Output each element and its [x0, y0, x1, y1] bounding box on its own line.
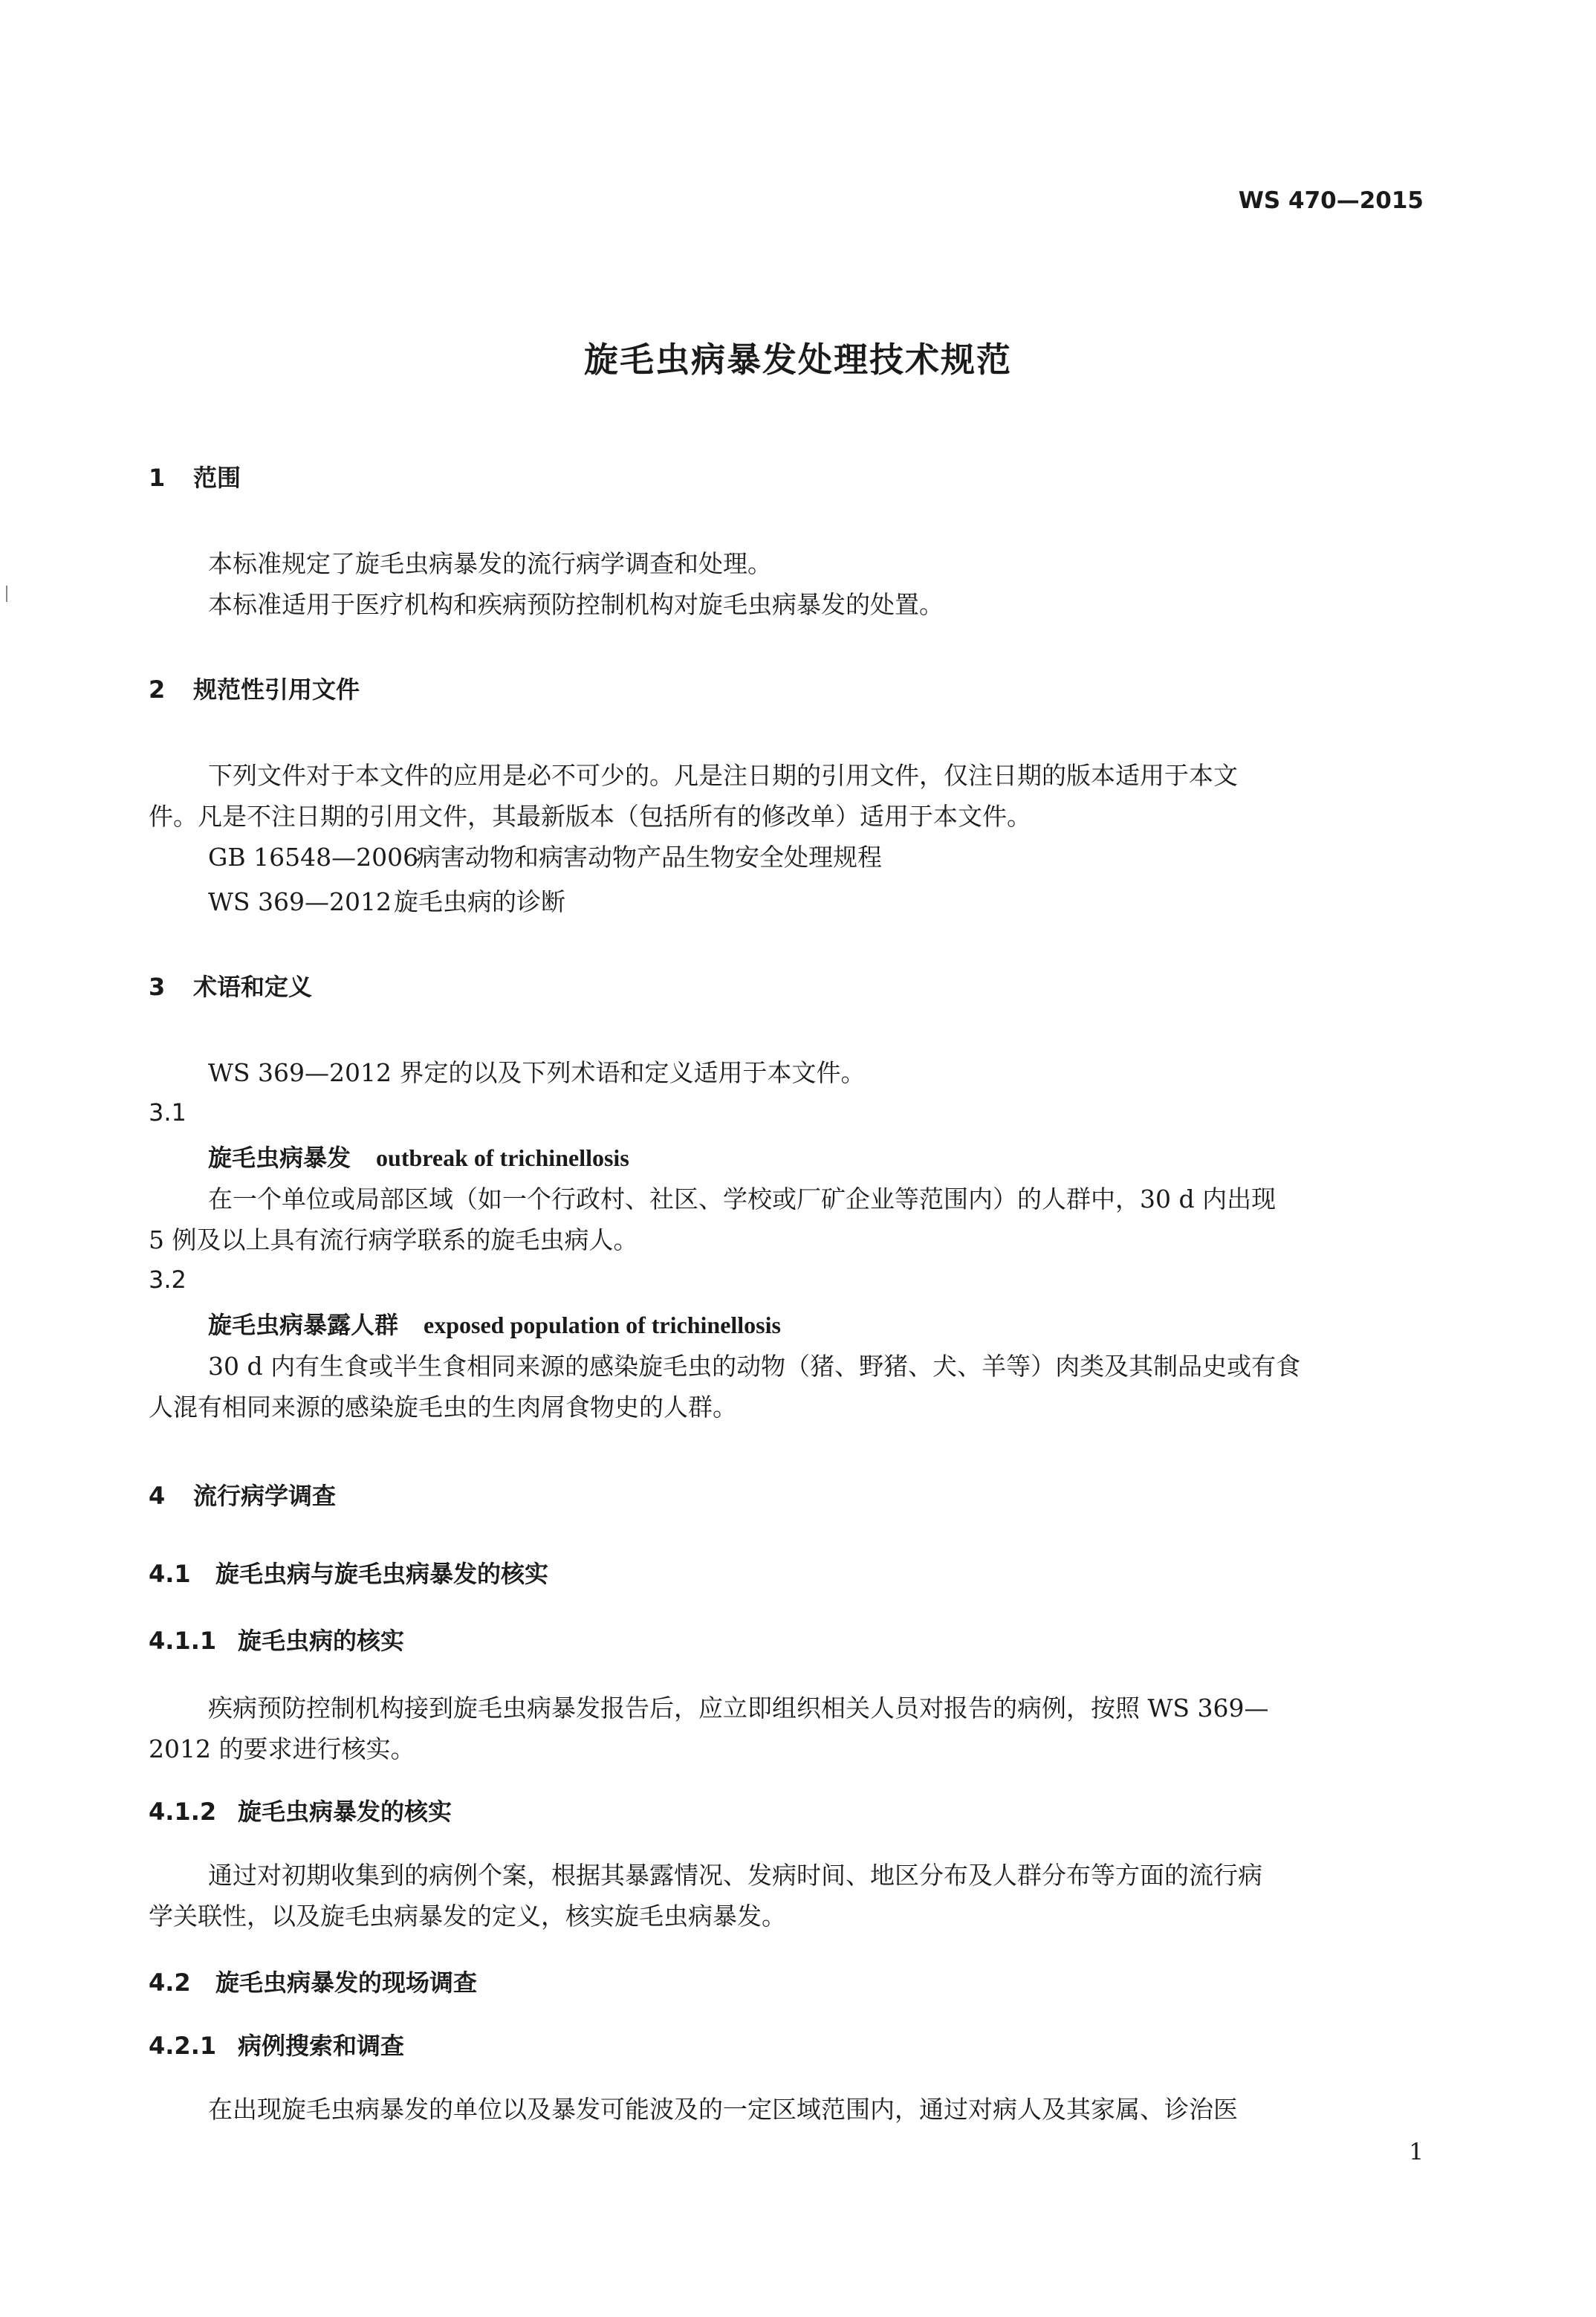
subsection-4-1-2-heading [149, 1793, 452, 1827]
term-entry [208, 1139, 629, 1173]
paragraph-line: 学关联性，以及旋毛虫病暴发的定义，核实旋毛虫病暴发。 [149, 1902, 786, 1931]
term-chinese: 旋毛虫病暴发 [208, 1144, 351, 1172]
subsection-4-1-heading [149, 1555, 548, 1590]
subsection-4-2-1-heading [149, 2027, 404, 2061]
subsection-4-2-heading [149, 1964, 477, 1998]
term-number: 3.1 [149, 1098, 186, 1127]
page-number: 1 [1409, 2139, 1424, 2165]
section-title: 规范性引用文件 [193, 675, 360, 704]
section-title: 流行病学调查 [193, 1482, 337, 1510]
section-number: 3 [149, 973, 166, 1001]
subsection-title: 旋毛虫病与旋毛虫病暴发的核实 [215, 1560, 549, 1588]
reference-code: WS 369—2012 [208, 887, 392, 916]
scan-margin-mark [6, 586, 7, 602]
paragraph: 本标准规定了旋毛虫病暴发的流行病学调查和处理。 [208, 549, 772, 578]
section-number: 1 [149, 464, 166, 492]
reference-title: 病害动物和病害动物产品生物安全处理规程 [416, 843, 882, 872]
paragraph: WS 369—2012 界定的以及下列术语和定义适用于本文件。 [208, 1058, 866, 1087]
subsection-title: 病例搜索和调查 [238, 2032, 405, 2060]
section-2-heading [149, 671, 360, 705]
section-title: 范围 [193, 464, 241, 492]
subsection-number: 4.2 [149, 1968, 191, 1997]
subsection-title: 旋毛虫病的核实 [238, 1627, 405, 1655]
reference-code: GB 16548—2006 [208, 843, 419, 872]
subsection-number: 4.1.2 [149, 1798, 217, 1826]
paragraph: 本标准适用于医疗机构和疾病预防控制机构对旋毛虫病暴发的处置。 [208, 590, 944, 619]
definition-line: 人混有相同来源的感染旋毛虫的生肉屑食物史的人群。 [149, 1393, 737, 1422]
subsection-number: 4.2.1 [149, 2032, 217, 2060]
section-1-heading [149, 459, 241, 493]
definition-line: 在一个单位或局部区域（如一个行政村、社区、学校或厂矿企业等范围内）的人群中，30 d 内出现 [208, 1185, 1277, 1213]
definition-line: 30 d 内有生食或半生食相同来源的感染旋毛虫的动物（猪、野猪、犬、羊等）肉类及其制品史或有食 [208, 1352, 1301, 1381]
term-entry [208, 1306, 781, 1341]
section-4-heading [149, 1477, 336, 1511]
term-number: 3.2 [149, 1266, 186, 1294]
section-title: 术语和定义 [193, 973, 313, 1001]
normative-reference [208, 838, 882, 873]
normative-reference [208, 883, 565, 918]
section-number: 2 [149, 675, 166, 704]
subsection-title: 旋毛虫病暴发的现场调查 [215, 1968, 478, 1997]
subsection-title: 旋毛虫病暴发的核实 [238, 1798, 452, 1826]
section-3-heading [149, 968, 312, 1002]
term-english: exposed population of trichinellosis [424, 1312, 781, 1338]
paragraph-line: 通过对初期收集到的病例个案，根据其暴露情况、发病时间、地区分布及人群分布等方面的流行病 [208, 1861, 1262, 1890]
paragraph-line: 在出现旋毛虫病暴发的单位以及暴发可能波及的一定区域范围内，通过对病人及其家属、诊治医 [208, 2095, 1238, 2124]
term-chinese: 旋毛虫病暴露人群 [208, 1311, 399, 1339]
standard-code: WS 470—2015 [1238, 187, 1424, 214]
subsection-number: 4.1 [149, 1560, 191, 1588]
subsection-4-1-1-heading [149, 1622, 404, 1656]
definition-line: 5 例及以上具有流行病学联系的旋毛虫病人。 [149, 1225, 638, 1254]
document-title: 旋毛虫病暴发处理技术规范 [584, 340, 1012, 380]
subsection-number: 4.1.1 [149, 1627, 217, 1655]
paragraph-line: 疾病预防控制机构接到旋毛虫病暴发报告后，应立即组织相关人员对报告的病例，按照 WS 369— [208, 1694, 1269, 1723]
paragraph-line: 件。凡是不注日期的引用文件，其最新版本（包括所有的修改单）适用于本文件。 [149, 802, 1031, 831]
section-number: 4 [149, 1482, 166, 1510]
paragraph-line: 下列文件对于本文件的应用是必不可少的。凡是注日期的引用文件，仅注日期的版本适用于本文 [208, 761, 1238, 790]
paragraph-line: 2012 的要求进行核实。 [149, 1734, 415, 1763]
term-english: outbreak of trichinellosis [376, 1144, 629, 1171]
reference-title: 旋毛虫病的诊断 [394, 887, 565, 916]
